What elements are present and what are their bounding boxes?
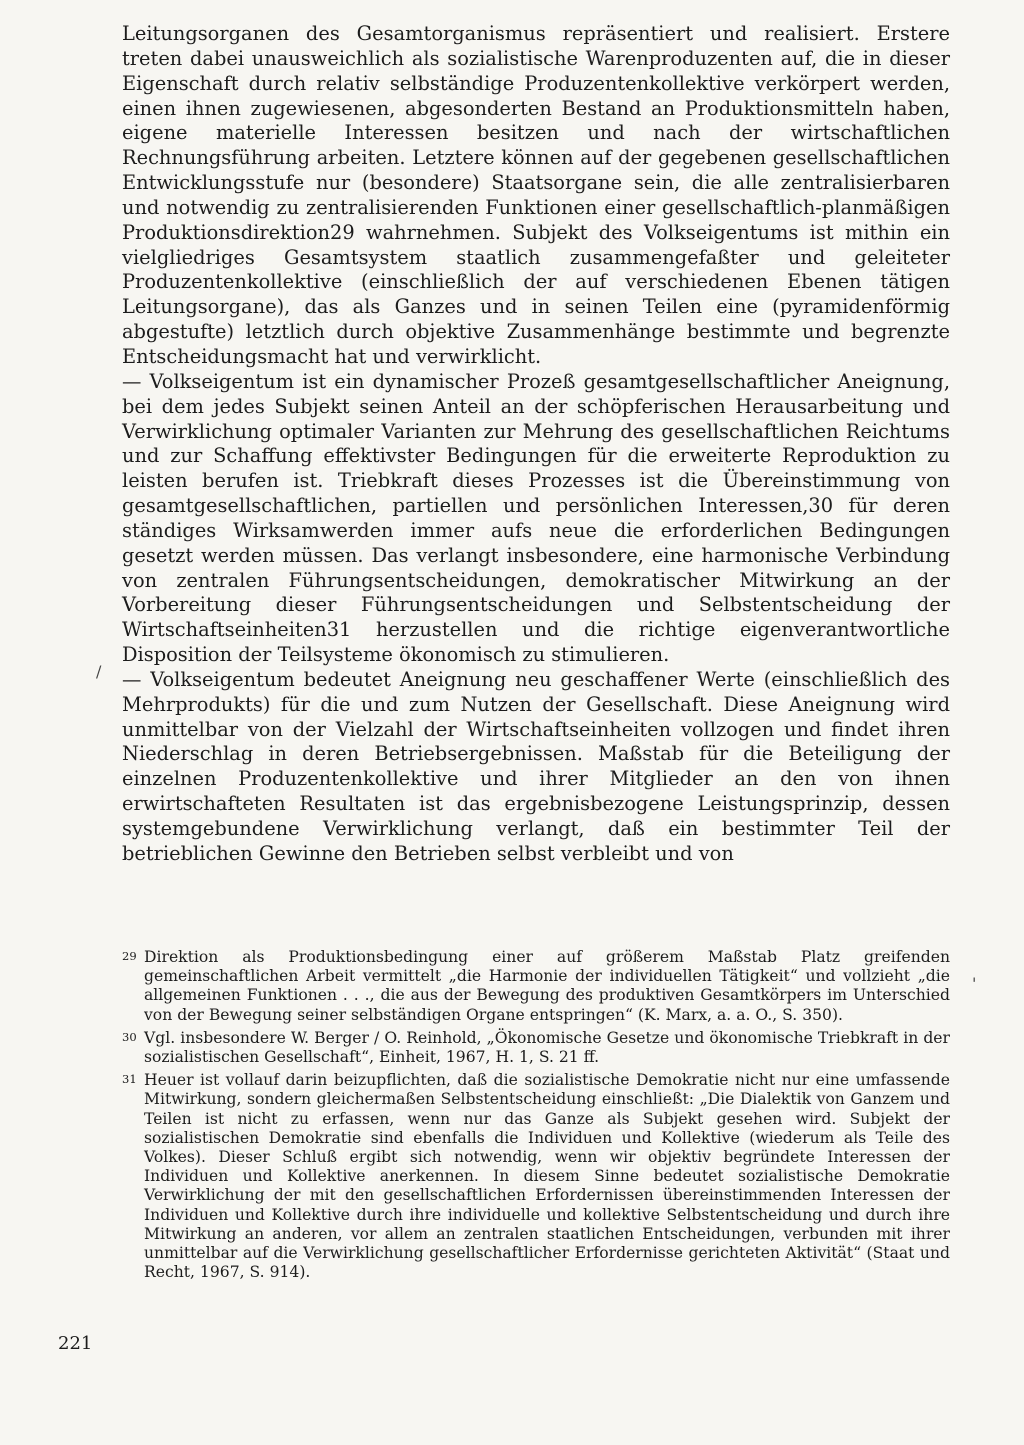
main-text — [122, 22, 950, 867]
footnote-text: Vgl. insbesondere W. Berger / O. Reinhold, „Ökonomische Gesetze und ökonomische Triebkraft in der sozialistischen Gesellschaft“, Einheit, 1967, H. 1, S. 21 ff. — [144, 1028, 950, 1067]
footnote-31 — [122, 1071, 950, 1282]
paragraph-1: Leitungsorganen des Gesamtorganismus repräsentiert und realisiert. Erstere treten dabei unausweichlich als sozialistische Warenproduzenten auf, die in dieser Eigenschaft durch relativ selbständige Produzentenkollektive verkörpert werden, einen ihnen zugewiesenen, abgesonderten Bestand an Produktionsmitteln haben, eigene materielle Interessen besitzen und nach der wirtschaftlichen Rechnungsführung arbeiten. Letztere können auf der gegebenen gesellschaftlichen Entwicklungsstufe nur (besondere) Staatsorgane sein, die alle zentralisierbaren und notwendig zu zentralisierenden Funktionen einer gesellschaftlich-planmäßigen Produktionsdirektion29 wahrnehmen. Subjekt des Volkseigentums ist mithin ein vielgliedriges Gesamtsystem staatlich zusammengefaßter und geleiteter Produzentenkollektive (einschließlich der auf verschiedenen Ebenen tätigen Leitungsorgane), das als Ganzes und in seinen Teilen eine (pyramidenförmig abgestufte) letztlich durch objektive Zusammenhänge bestimmte und begrenzte Entscheidungsmacht hat und verwirklicht. — [122, 22, 950, 368]
footnote-29 — [122, 948, 950, 1025]
footnote-number: 29 — [122, 949, 137, 963]
footnote-30 — [122, 1029, 950, 1067]
paragraph-3: — Volkseigentum bedeutet Aneignung neu geschaffener Werte (einschließlich des Mehrprodukts) für die und zum Nutzen der Gesellschaft. Diese Aneignung wird unmittelbar von der Vielzahl der Wirtschaftseinheiten vollzogen und findet ihren Niederschlag in deren Betriebsergebnissen. Maßstab für die Beteiligung der einzelnen Produzentenkollektive und ihrer Mitglieder an den von ihnen erwirtschafteten Resultaten ist das ergebnisbezogene Leistungsprinzip, dessen systemgebundene Verwirklichung verlangt, daß ein bestimmter Teil der betrieblichen Gewinne den Betrieben selbst verbleibt und von — [122, 667, 950, 865]
margin-mark: ' — [972, 974, 977, 993]
footnotes — [122, 948, 950, 1286]
margin-mark: / — [96, 662, 102, 681]
footnote-text: Heuer ist vollauf darin beizupflichten, daß die sozialistische Demokratie nicht nur eine umfassende Mitwirkung, sondern gleichermaßen Selbstentscheidung einschließt: „Die Dialektik von Ganzem und Teilen ist nicht zu erfassen, wenn nur das Ganze als Subjekt gesehen wird. Subjekt der sozialistischen Demokratie sind ebenfalls die Individuen und Kollektive (wiederum als Teile des Volkes). Dieser Schluß ergibt sich notwendig, wenn wir objektiv begründete Interessen der Individuen und Kollektive anerkennen. In diesem Sinne bedeutet sozialistische Demokratie Verwirklichung der mit den gesellschaftlichen Erfordernissen übereinstimmenden Interessen der Individuen und Kollektive durch ihre individuelle und kollektive Selbstentscheidung und durch ihre Mitwirkung an anderen, vor allem an zentralen staatlichen Entscheidungen, verbunden mit ihrer unmittelbar auf die Verwirklichung gesellschaftlicher Erfordernisse gerichteten Aktivität“ (Staat und Recht, 1967, S. 914). — [144, 1071, 950, 1282]
paragraph-2: — Volkseigentum ist ein dynamischer Prozeß gesamtgesellschaftlicher Aneignung, bei dem jedes Subjekt seinen Anteil an der schöpferischen Herausarbeitung und Verwirklichung optimaler Varianten zur Mehrung des gesellschaftlichen Reichtums und zur Schaffung effektivster Bedingungen für die erweiterte Reproduktion zu leisten berufen ist. Triebkraft dieses Prozesses ist die Übereinstimmung von gesamtgesellschaftlichen, partiellen und persönlichen Interessen,30 für deren ständiges Wirksamwerden immer aufs neue die erforderlichen Bedingungen gesetzt werden müssen. Das verlangt insbesondere, eine harmonische Verbindung von zentralen Führungsentscheidungen, demokratischer Mitwirkung an der Vorbereitung dieser Führungsentscheidungen und Selbstentscheidung der Wirtschaftseinheiten31 herzustellen und die richtige eigenverantwortliche Disposition der Teilsysteme ökonomisch zu stimulieren. — [122, 369, 950, 667]
footnote-number: 31 — [122, 1072, 137, 1087]
page-number: 221 — [58, 1333, 93, 1354]
footnote-number: 30 — [122, 1029, 137, 1044]
footnote-text: Direktion als Produktionsbedingung einer auf größerem Maßstab Platz greifenden gemeinschaftlichen Arbeit vermittelt „die Harmonie der individuellen Tätigkeit“ und vollzieht „die allgemeinen Funktionen . . ., die aus der Bewegung des produktiven Gesamtkörpers im Unterschied von der Bewegung seiner selbständigen Organe entspringen“ (K. Marx, a. a. O., S. 350). — [144, 948, 950, 1024]
